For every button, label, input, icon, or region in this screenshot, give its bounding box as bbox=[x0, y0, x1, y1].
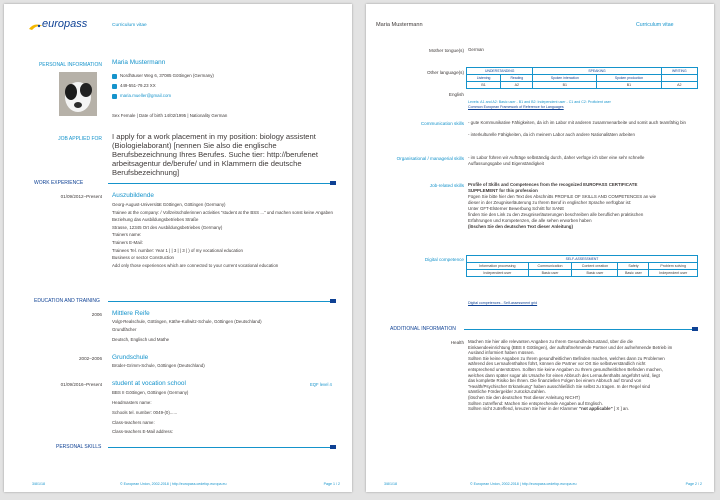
footer-page: Page 2 / 2 bbox=[685, 482, 702, 486]
edu-title: Grundschule bbox=[112, 354, 149, 361]
job-skills-line: Fügen Sie bitte hier den Text des Abschnitts PROFILE OF SKILLS AND COMPETENCES an wie bbox=[468, 194, 657, 199]
health-label: Health bbox=[450, 340, 464, 345]
health-line: während des Lernaufenthaltes führt, können die Partner vor Ort Sie selbstverständlich nicht bbox=[468, 361, 646, 367]
edu-line: Deutsch, Englisch und Mathe bbox=[112, 337, 170, 342]
section-divider bbox=[464, 329, 698, 330]
communication-line: - interkulturelle Fähigkeiten, da ich meinem Labor auch andere Nationalitäten arbeiten bbox=[468, 132, 635, 137]
level-cell: A2 bbox=[661, 82, 697, 89]
digital-label: Digital competence bbox=[424, 257, 464, 262]
work-details bbox=[112, 202, 342, 268]
edu-line: Volgt-Realschule, Göttingen, Käthe-Kollwitz-Schule, Göttingen (Deutschland) bbox=[112, 319, 262, 324]
edu-line: Brüder-Grimm-Schule, Göttingen (Deutschland) bbox=[112, 363, 205, 368]
digital-val: Independent user bbox=[649, 270, 698, 277]
communication-line: - gute Kommunikative Fähigkeiten, da ich im Labor mit anderen zusammenarbeite und somit auch teamfähig bin bbox=[468, 120, 686, 125]
job-applied-text: I apply for a work placement in my position: biology assistent (Biologielaborant) [nennen Sie also die englische Berufsbezeichnung Ihres Berufes. Suche tier: http://berufenet arbeitsagentur de/berufe/ und in Klammern die deutsche Berufsbezeichnung] bbox=[112, 132, 318, 177]
work-date: 01/09/2012–Present bbox=[60, 194, 102, 199]
level-legend: Levels: A1 and A2: Basic user - B1 and B2: Independent user - C1 and C2: Proficient user bbox=[468, 100, 611, 104]
level-cell: B1 bbox=[467, 82, 501, 89]
work-title: Auszubildende bbox=[112, 192, 154, 199]
applicant-name: Maria Mustermann bbox=[112, 59, 166, 66]
col-writing bbox=[661, 75, 697, 82]
health-line: Ausland informiert haben müssen. bbox=[468, 350, 535, 356]
education-section: EDUCATION AND TRAINING bbox=[34, 298, 100, 304]
col-listening: Listening bbox=[467, 75, 501, 82]
address: Nordhäuser Weg 6, 37085 Göttingen (Germany) bbox=[120, 73, 214, 78]
digital-self-assessment: SELF-ASSESSMENT bbox=[467, 256, 698, 263]
work-experience-section: WORK EXPERIENCE bbox=[34, 180, 84, 186]
checkbox-mark: [ X ] an. bbox=[613, 406, 630, 412]
work-line: Trainers E-Mail: bbox=[112, 239, 143, 245]
edu-line: BBS II Göttingen, Göttingen (Germany) bbox=[112, 390, 189, 395]
section-divider bbox=[108, 183, 336, 184]
edu-line: Class-teachers name: bbox=[112, 420, 155, 425]
job-skills-line: finden Sie den Link zu den Zeugniserläuterungen beschreiben alle beruflichen praktischen bbox=[468, 212, 644, 217]
mother-tongue: German bbox=[468, 47, 484, 52]
health-line: sämtliche Fördergelder zurückzuzahlen. bbox=[468, 389, 546, 395]
edu-line: Schools tel. number: 0049-(0)...... bbox=[112, 410, 178, 415]
job-skills-line: Unter GFT-Elsterner Bewerbung Schritt für SANE bbox=[468, 206, 565, 211]
email[interactable]: maria.mueller@gmail.com bbox=[120, 93, 172, 98]
p2-cv-title: Curriculum vitae bbox=[636, 22, 674, 28]
organisational-label: Organisational / managerial skills bbox=[396, 156, 464, 161]
job-skills-label: Job-related skills bbox=[429, 183, 464, 188]
health-line: Einkaendeeinrichtung (BBS II Göttingen), der auftraftnehmende Partner und der aufnehmende Betrieb im bbox=[468, 344, 673, 350]
col-spoken-interaction: Spoken interaction bbox=[533, 75, 597, 82]
personal-information-label: PERSONAL INFORMATION bbox=[38, 62, 102, 68]
edu-date: 2002–2006 bbox=[79, 356, 102, 361]
footer-date: 3/8/1/18 bbox=[32, 482, 45, 486]
section-marker bbox=[330, 299, 336, 303]
p2-name: Maria Mustermann bbox=[376, 22, 423, 28]
health-line: (löschen Sie den deutschen Text dieser Anleitung NICHT) bbox=[468, 394, 580, 400]
col-spoken-production: Spoken production bbox=[597, 75, 661, 82]
job-skills-line: SUPPLEMENT for this profession bbox=[468, 188, 538, 193]
col-reading: Reading bbox=[501, 75, 533, 82]
section-marker bbox=[330, 445, 336, 449]
work-employer: Georg-August-Universität Göttingen, Göttingen (Germany) bbox=[112, 202, 226, 207]
job-skills-line: Erfahrungen und Kompetenzen, die alle sehen erworben haben bbox=[468, 218, 592, 223]
work-line: Trainers name: bbox=[112, 232, 142, 238]
edu-title: Mittlere Reife bbox=[112, 310, 150, 317]
europass-logo: europass bbox=[42, 18, 88, 30]
work-line: Strasse, 12345 Ort des Ausbildungsbetriebes (Germany) bbox=[112, 224, 223, 230]
job-applied-for-label: JOB APPLIED FOR bbox=[58, 136, 102, 142]
edu-line: Grundfächer bbox=[112, 327, 137, 332]
edu-date: 01/09/2016–Present bbox=[60, 382, 102, 387]
level-cell: B1 bbox=[533, 82, 597, 89]
phone: 449-551-79.23 XX bbox=[120, 83, 156, 88]
work-line: Add only those experiences which are connected to your current vocational education bbox=[112, 262, 279, 268]
sex-birth-nationality: Sex Female | Date of birth 14/02/1995 | Nationality German bbox=[112, 113, 228, 118]
organisational-line: Auffassungsgabe und Eigenständigkeit bbox=[468, 161, 544, 166]
section-marker bbox=[692, 327, 698, 331]
phone-icon bbox=[112, 84, 117, 89]
communication-label: Communication skills bbox=[420, 121, 464, 126]
eqf-level: EQF level 4 bbox=[310, 382, 332, 387]
health-line: Sollten nicht zutreffend, kreuzen Sie hier in der Klammer bbox=[468, 406, 578, 412]
profile-photo bbox=[59, 72, 97, 116]
email-icon bbox=[112, 94, 117, 99]
digital-val: Basic user bbox=[528, 270, 572, 277]
mother-tongue-label: Mother tongue(s) bbox=[429, 48, 464, 53]
digital-col: Problem solving bbox=[649, 263, 698, 270]
digital-link[interactable]: Digital competences - Self-assessment grid bbox=[468, 301, 538, 305]
section-marker bbox=[330, 181, 336, 185]
footer-copyright[interactable]: © European Union, 2002-2018 | http://europass.cedefop.europa.eu bbox=[470, 482, 577, 486]
cv-page-1 bbox=[4, 4, 352, 492]
level-cell: A2 bbox=[501, 82, 533, 89]
health-line: "Health/Psychischer Erkrankung" haben ausschließlich Sie selbst zu tragen. In der Regel sind bbox=[468, 383, 651, 389]
footer-page: Page 1 / 2 bbox=[323, 482, 340, 486]
health-line: das komplette Risiko bei Ihnen. Die finanziellen Folgen bei einem Abbruch auf Grund von bbox=[468, 378, 642, 384]
edu-date: 2006 bbox=[91, 312, 102, 317]
cv-page-2 bbox=[366, 4, 714, 492]
digital-col: Safety bbox=[618, 263, 649, 270]
additional-info-section: ADDITIONAL INFORMATION bbox=[390, 326, 456, 332]
digital-val: Basic user bbox=[618, 270, 649, 277]
group-understanding: UNDERSTANDING bbox=[467, 68, 533, 75]
health-line: Machen Sie hier alle relevanten Angaben zu Ihrem Gesundheitszustand, über die die bbox=[468, 339, 633, 344]
job-skills-line: Profile of Skills and Competences from the recognized EUROPASS CERTIFICATE bbox=[468, 182, 638, 187]
organisational-line: - im Labor führen wir Aufträge selbständig durch, daher verfüge ich über eine sehr schnelle bbox=[468, 155, 645, 160]
not-applicable-text: "not applicable" bbox=[578, 406, 613, 412]
digital-val: Independent user bbox=[467, 270, 529, 277]
digital-col: Communication bbox=[528, 263, 572, 270]
health-line: Sollten zutreffend: Machen Sie entsprechende Angaben auf Englisch. bbox=[468, 400, 603, 406]
group-speaking: SPEAKING bbox=[533, 68, 661, 75]
other-languages-label: Other language(s) bbox=[426, 70, 464, 75]
group-writing: WRITING bbox=[661, 68, 697, 75]
edu-line: Class-teachers E-Mail address: bbox=[112, 429, 174, 434]
work-line: Beziehung das Ausbildungsbetriebes Straße bbox=[112, 217, 199, 223]
language-table bbox=[466, 67, 698, 89]
cefr-link[interactable]: Common European Framework of Reference for Languages bbox=[468, 105, 564, 109]
digital-table bbox=[466, 255, 698, 277]
health-line: entsprechend unterstützen. Sollten Sie keine Angaben zu Ihrem gesundheitlichen Befinden machen, bbox=[468, 366, 663, 372]
job-skills-line: dieser in der Zeugniserläuterung zu Ihrem Beruf in englischer Sprache verfügbar ist: bbox=[468, 200, 632, 205]
digital-val: Basic user bbox=[572, 270, 618, 277]
edu-line: Headmasters name: bbox=[112, 400, 152, 405]
work-line: Business or sector Construction bbox=[112, 255, 174, 261]
language-name: English bbox=[448, 92, 464, 97]
job-skills-line: (löschen Sie den deutschen Text dieser Anleitung) bbox=[468, 224, 573, 229]
health-text bbox=[468, 339, 706, 412]
edu-title: student at vocation school bbox=[112, 380, 186, 387]
footer-copyright[interactable]: © European Union, 2002-2018 | http://europass.cedefop.europa.eu bbox=[120, 482, 227, 486]
cv-title: Curriculum vitae bbox=[112, 23, 147, 28]
home-icon bbox=[112, 74, 117, 79]
health-line: Sollten Sie keine Angaben zu Ihrem gesundheitlichen Befinden machen, welches dann zu Problemen bbox=[468, 355, 665, 361]
personal-skills-section: PERSONAL SKILLS bbox=[56, 444, 102, 450]
level-cell: B1 bbox=[597, 82, 661, 89]
footer-date: 3/8/1/18 bbox=[384, 482, 397, 486]
work-line: Trainees Tel. number: Year 1 | | 3 | | 3 | ) of my vocational education bbox=[112, 247, 243, 253]
section-divider bbox=[108, 301, 336, 302]
work-line: Trainee at the company: / Vollzeitschülerinnen activities "student at the BSS ..." und machen sonst keine Angaben bbox=[112, 209, 333, 215]
health-line: welches dann später sogar als Ursache für einen Abbruch des Lernaufenthalts angeführt wird, liegt bbox=[468, 372, 660, 378]
digital-col: Information processing bbox=[467, 263, 529, 270]
health-last-line bbox=[468, 406, 706, 412]
digital-col: Content creation bbox=[572, 263, 618, 270]
section-divider bbox=[108, 447, 336, 448]
